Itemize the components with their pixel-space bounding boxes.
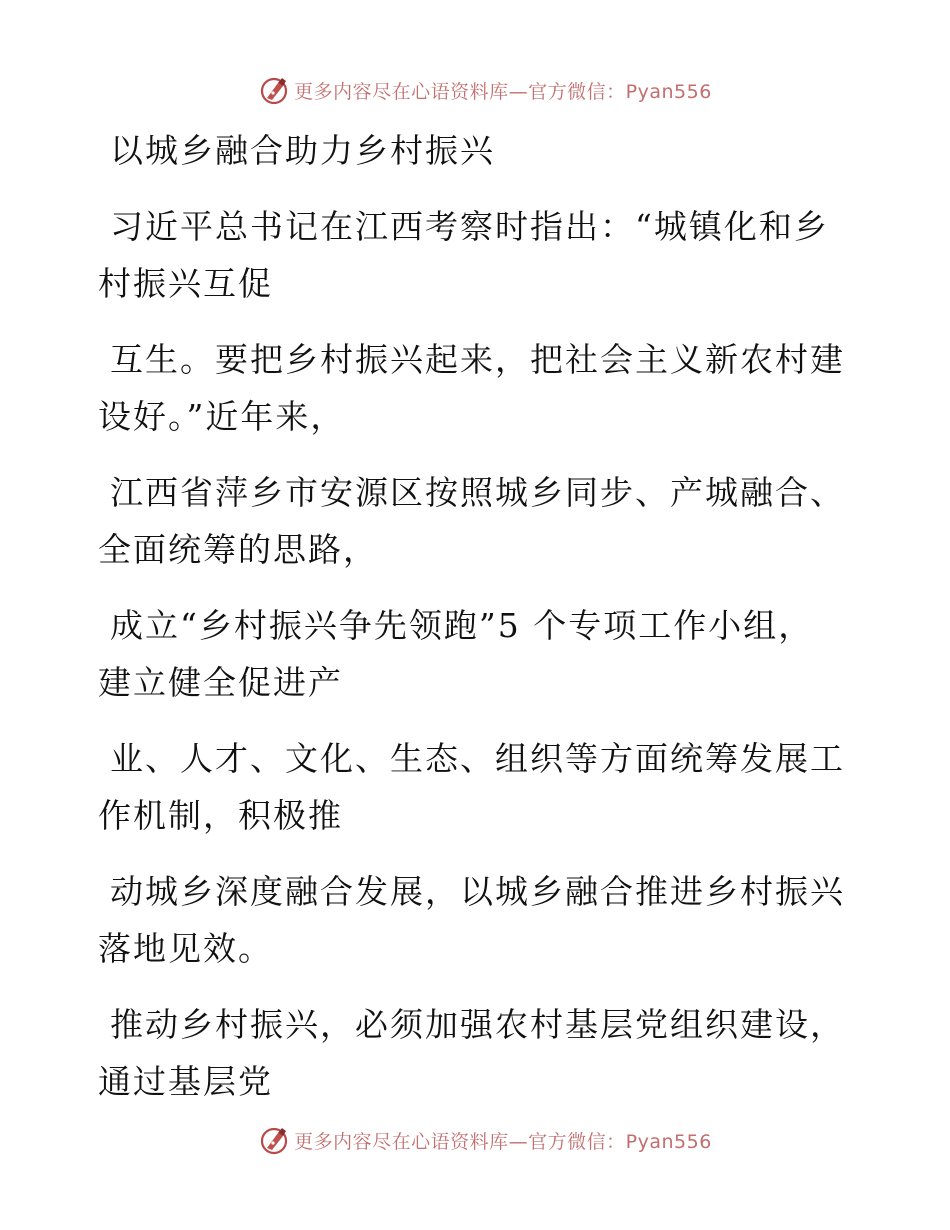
paragraph bbox=[98, 863, 845, 977]
paragraph-line: 设好。”近年来， bbox=[98, 397, 346, 436]
document-title: 以城乡融合助力乡村振兴 bbox=[110, 131, 495, 170]
paragraph bbox=[98, 198, 838, 312]
paragraph bbox=[98, 996, 845, 1110]
paragraph-line: 业、人才、文化、生态、组织等方面统筹发展工 bbox=[110, 739, 845, 778]
pen-nib-logo-icon bbox=[258, 1124, 290, 1156]
paragraph bbox=[98, 730, 845, 844]
paragraph-line: 成立“乡村振兴争先领跑”5 个专项工作小组， bbox=[110, 606, 814, 645]
paragraph-line: 通过基层党 bbox=[98, 1062, 273, 1101]
paragraph-line: 落地见效。 bbox=[98, 929, 273, 968]
paragraph-line: 推动乡村振兴，必须加强农村基层党组织建设， bbox=[110, 1005, 845, 1044]
paragraph-line: 互生。要把乡村振兴起来，把社会主义新农村建 bbox=[110, 340, 845, 379]
paragraph bbox=[98, 597, 838, 711]
paragraph bbox=[98, 464, 845, 578]
paragraph-line: 江西省萍乡市安源区按照城乡同步、产城融合、 bbox=[110, 473, 845, 512]
paragraph-line: 建立健全促进产 bbox=[98, 663, 343, 702]
paragraph-line: 村振兴互促 bbox=[98, 264, 273, 303]
watermark-text: 更多内容尽在心语资料库—官方微信：Pyan556 bbox=[294, 1130, 712, 1153]
watermark-header bbox=[0, 72, 950, 108]
paragraph-line: 作机制，积极推 bbox=[98, 796, 343, 835]
watermark-footer bbox=[0, 1122, 950, 1158]
paragraph-line: 全面统筹的思路， bbox=[98, 530, 378, 569]
paragraph bbox=[98, 331, 845, 445]
pen-nib-logo-icon bbox=[258, 74, 290, 106]
document-body bbox=[98, 122, 845, 1129]
watermark-text: 更多内容尽在心语资料库—官方微信：Pyan556 bbox=[294, 80, 712, 103]
paragraph-line: 习近平总书记在江西考察时指出：“城镇化和乡 bbox=[110, 207, 829, 246]
paragraph-line: 动城乡深度融合发展，以城乡融合推进乡村振兴 bbox=[110, 872, 845, 911]
